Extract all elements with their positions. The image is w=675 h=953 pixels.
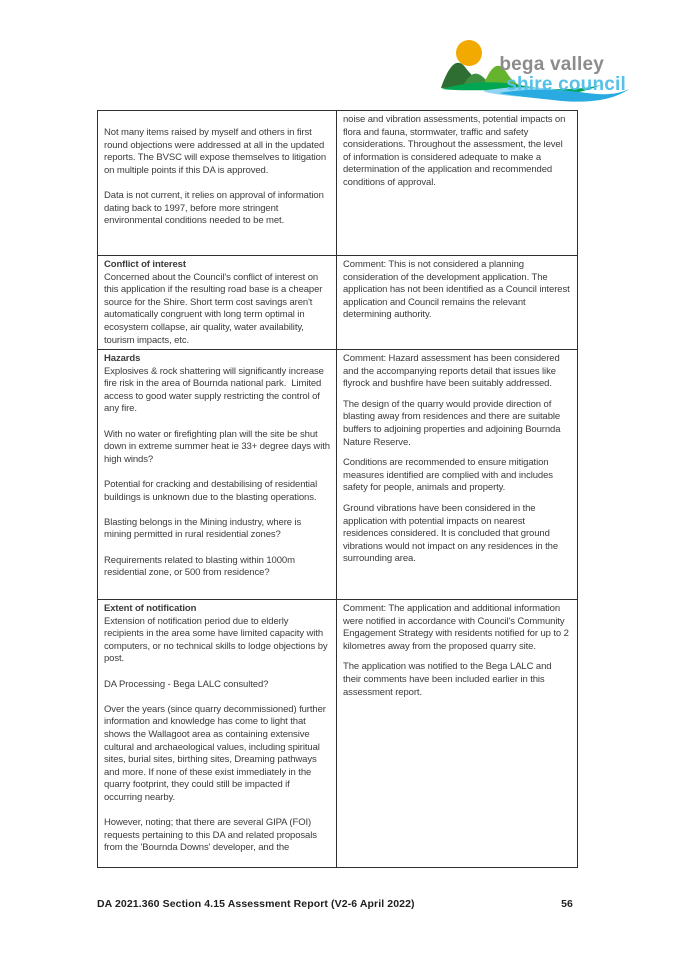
- comment-paragraph: Conditions are recommended to ensure mitigation measures identified are complied with and includes safety for people, animals and property.: [343, 457, 556, 494]
- objection-paragraph: Over the years (since quarry decommissioned) further information and knowledge has come to light that shows the Wallagoot area as containing extensive cultural and archaeological values, including spiritual sites, burial sites, birthing sites, Dreaming pathways and more. If none of these exist immediately in the quarry footprint, they could still be impacted if occurring nearby.: [104, 703, 329, 803]
- objection-cell-hazards: [98, 350, 337, 600]
- comment-paragraph: The design of the quarry would provide direction of blasting away from residences and there are suitable buffers to adjoining properties and adjoining Bournda Nature Reserve.: [343, 398, 563, 448]
- logo-text-line2: shire council: [506, 74, 626, 95]
- objection-paragraph: Data is not current, it relies on approval of information dating back to 1997, before more stringent environmental conditions needed to be met.: [104, 189, 327, 227]
- objection-cell-continued: [98, 111, 337, 256]
- objection-paragraph: Concerned about the Council's conflict of interest on this application if the resulting road base is a cheaper source for the Shire. Short term cost savings aren't automatically congruent with long term optimal in ecosystem collapse, air quality, water availability, tourism impacts, etc.: [104, 271, 325, 346]
- comment-cell-continued: [337, 111, 577, 256]
- objection-cell-conflict-of-interest: [98, 256, 337, 350]
- objections-comments-table: [97, 110, 578, 868]
- objection-paragraph: DA Processing - Bega LALC consulted?: [104, 678, 269, 690]
- comment-paragraph: noise and vibration assessments, potential impacts on flora and fauna, stormwater, traffic and safety considerations. Throughout the assessment, the level of information is considered adequate to make a determination of the application and recommended conditions of approval.: [343, 114, 568, 188]
- objection-paragraph: Not many items raised by myself and others in first round objections were addressed at all in the updated reports. The BVSC will expose themselves to litigation on multiple points if this DA is approved.: [104, 127, 329, 176]
- objection-paragraph: Potential for cracking and destabilising of residential buildings is unknown due to the blasting operations.: [104, 478, 320, 503]
- page-footer: [97, 898, 573, 910]
- extent-of-notification-heading: Extent of notification: [104, 603, 197, 614]
- footer-document-title: DA 2021.360 Section 4.15 Assessment Report (V2-6 April 2022): [97, 898, 415, 910]
- objection-cell-extent-of-notification: [98, 600, 337, 867]
- bega-valley-shire-council-logo: [441, 32, 633, 108]
- conflict-of-interest-heading: Conflict of interest: [104, 259, 186, 270]
- objection-paragraph: However, noting; that there are several GIPA (FOI) requests pertaining to this DA and related proposals from the 'Bournda Downs' developer, and the: [104, 817, 320, 854]
- comment-paragraph: Comment: The application and additional information were notified in accordance with Council's Community Engagement Strategy with residents notified for up to 2 kilometres away from the proposed quarry site.: [343, 603, 572, 652]
- comment-paragraph: Comment: This is not considered a planning consideration of the development application. The application has not been identified as a Council interest application and Council remains the relevant determining authority.: [343, 259, 573, 321]
- footer-page-number: 56: [561, 898, 573, 910]
- objection-paragraph: With no water or firefighting plan will the site be shut down in extreme summer heat ie 33+ degree days with high winds?: [104, 428, 333, 465]
- comment-paragraph: Comment: Hazard assessment has been considered and the accompanying reports detail that issues like flyrock and bushfire have been suitably addressed.: [343, 353, 563, 390]
- comment-cell-conflict-of-interest: [337, 256, 577, 350]
- logo-text-line1: bega valley: [499, 54, 604, 75]
- objection-paragraph: Requirements related to blasting within 1000m residential zone, or 500 from residence?: [104, 554, 298, 579]
- comment-cell-hazards: [337, 350, 577, 600]
- comment-paragraph: The application was notified to the Bega LALC and their comments have been included earlier in this assessment report.: [343, 661, 555, 698]
- hazards-heading: Hazards: [104, 353, 141, 364]
- comment-cell-extent-of-notification: [337, 600, 577, 867]
- comment-paragraph: Ground vibrations have been considered in the application with potential impacts on nearest residences considered. It is concluded that ground vibrations would not impact on any residences in the surrounding area.: [343, 502, 561, 565]
- objection-paragraph: Explosives & rock shattering will significantly increase fire risk in the area of Bournda national park. Limited access to good water supply restricting the control of any fire.: [104, 365, 327, 415]
- objection-paragraph: Blasting belongs in the Mining industry, where is mining permitted in rural residential zones?: [104, 516, 304, 541]
- objection-paragraph: Extension of notification period due to elderly recipients in the area some have limited capacity with computers, or no technical skills to lodge objections by post.: [104, 615, 331, 665]
- logo-sun-icon: [456, 40, 482, 66]
